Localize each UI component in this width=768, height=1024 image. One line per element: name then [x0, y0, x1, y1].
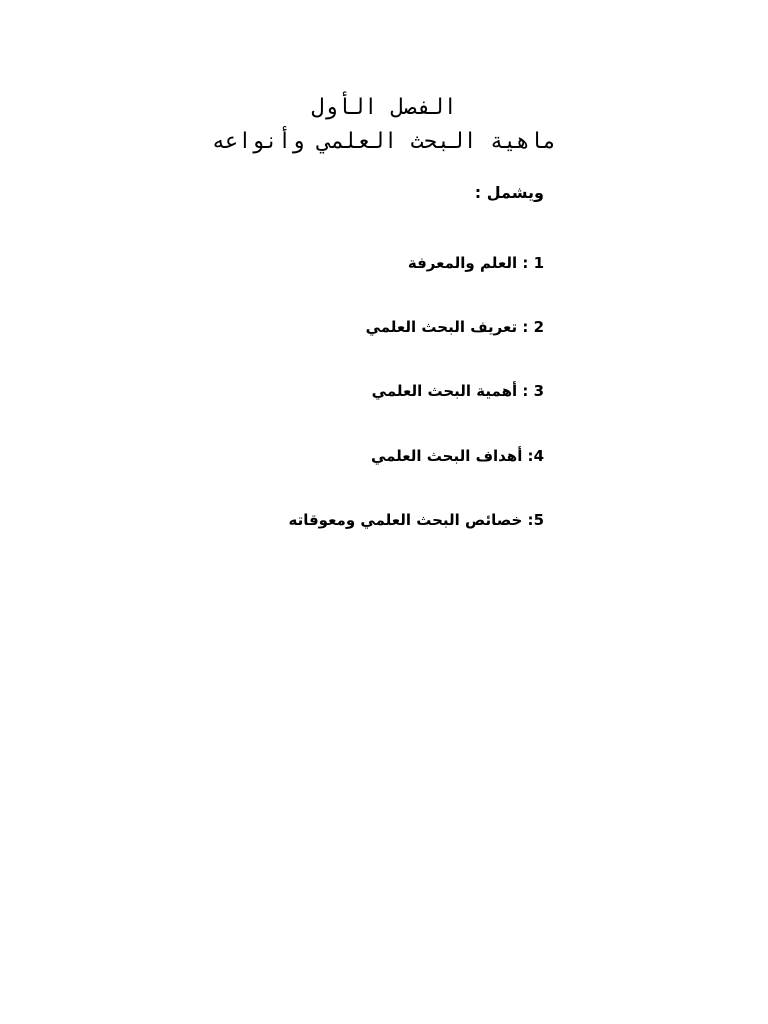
- contents-item-1: 1 : العلم والمعرفة: [407, 254, 544, 272]
- contents-item-4: 4: أهداف البحث العلمي: [370, 447, 544, 465]
- contents-item-2: 2 : تعريف البحث العلمي: [365, 318, 544, 336]
- contents-intro: ويشمل :: [474, 183, 544, 202]
- chapter-subtitle: ماهية البحث العلمي وأنواعه: [211, 129, 557, 154]
- contents-item-5: 5: خصائص البحث العلمي ومعوقاته: [288, 511, 544, 529]
- contents-item-3: 3 : أهمية البحث العلمي: [371, 382, 544, 400]
- chapter-title: الفصل الأول: [311, 95, 457, 120]
